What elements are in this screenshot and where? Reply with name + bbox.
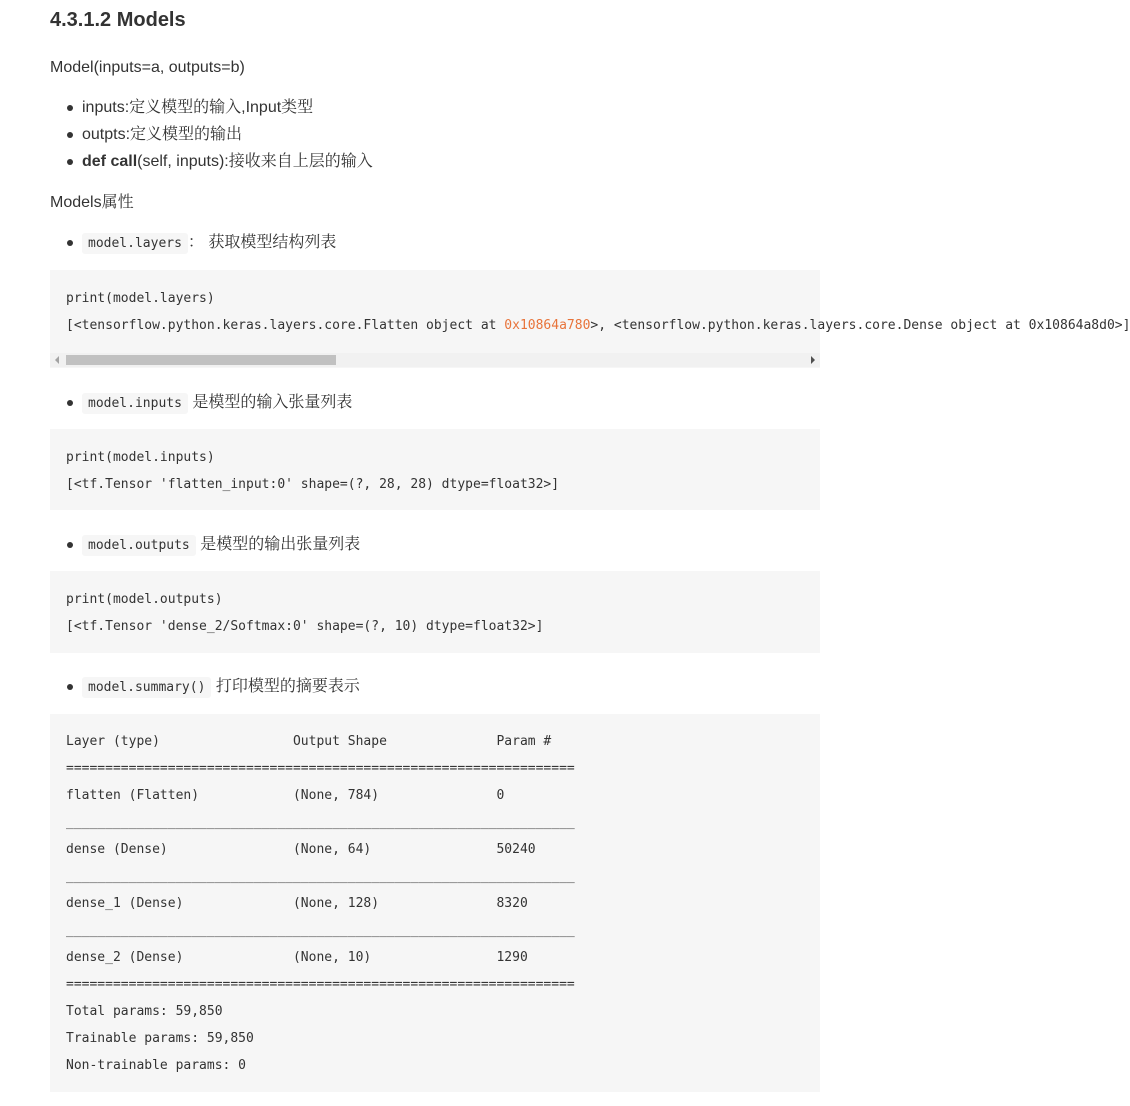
outputs-code-line-2: [<tf.Tensor 'dense_2/Softmax:0' shape=(?, 10) dtype=float32>] [66,619,544,634]
summary-desc: 打印模型的摘要表示 [211,678,360,695]
summary-bullet [50,673,360,701]
arg-call-text: (self, inputs):接收来自上层的输入 [137,153,373,170]
summary-line: _________________________________________________________________ [66,923,575,938]
layers-code-block [50,270,1130,368]
outputs-bullet [50,531,360,559]
summary-line: Layer (type) Output Shape Param # [66,734,552,749]
section-title: 4.3.1.2 Models [50,9,186,31]
layers-bullet [50,229,336,257]
summary-line: Total params: 59,850 [66,1004,223,1019]
inputs-code-line-2: [<tf.Tensor 'flatten_input:0' shape=(?, 28, 28) dtype=float32>] [66,477,560,492]
scroll-left-arrow-icon[interactable] [55,356,59,364]
summary-line: ================================================================= [66,977,575,992]
outputs-inline-code: model.outputs [82,535,196,556]
inputs-item [50,389,352,417]
layers-desc: ： 获取模型结构列表 [187,234,337,251]
arg-inputs-text: inputs:定义模型的输入,Input类型 [82,99,314,116]
summary-line: dense_2 (Dense) (None, 10) 1290 [66,950,528,965]
layers-code-line-2-pre: [<tensorflow.python.keras.layers.core.Flatten object at [66,318,505,333]
layers-code-line-1: print(model.layers) [66,291,215,306]
inputs-code-block [50,429,820,510]
inputs-desc: 是模型的输入张量列表 [187,394,353,411]
summary-inline-code: model.summary() [82,677,211,698]
inputs-code-line-1: print(model.inputs) [66,450,215,465]
summary-line: dense_1 (Dense) (None, 128) 8320 [66,896,528,911]
outputs-code-line-1: print(model.outputs) [66,592,223,607]
arg-outputs [50,121,373,148]
summary-item [50,673,360,701]
layers-item [50,229,336,257]
model-args-list [50,94,373,175]
inputs-inline-code: model.inputs [82,393,188,414]
summary-line: ================================================================= [66,761,575,776]
arg-inputs [50,94,373,121]
model-signature: Model(inputs=a, outputs=b) [50,59,245,76]
summary-line: flatten (Flatten) (None, 784) 0 [66,788,505,803]
layers-inline-code: model.layers [82,233,188,254]
inputs-bullet [50,389,352,417]
arg-call [50,148,373,175]
arg-outputs-text: outpts:定义模型的输出 [82,126,243,143]
summary-line: Trainable params: 59,850 [66,1031,254,1046]
layers-code-hex-address: 0x10864a780 [504,318,591,333]
scroll-right-arrow-icon[interactable] [811,356,815,364]
summary-line: _________________________________________________________________ [66,869,575,884]
layers-code-line-2 [66,312,1130,339]
summary-code-block [50,714,820,1092]
outputs-code-block [50,571,820,653]
scrollbar-thumb[interactable] [66,355,336,365]
summary-line: dense (Dense) (None, 64) 50240 [66,842,536,857]
outputs-item [50,531,360,559]
attributes-heading: Models属性 [50,194,134,211]
summary-line: Non-trainable params: 0 [66,1058,247,1073]
summary-line: _________________________________________________________________ [66,815,575,830]
arg-call-keyword: def call [82,153,138,170]
outputs-desc: 是模型的输出张量列表 [195,536,361,553]
layers-code-scrollbar[interactable] [50,353,820,367]
layers-code-line-2-post: >, <tensorflow.python.keras.layers.core.Dense object at 0x10864a8d0>] [590,318,1130,333]
